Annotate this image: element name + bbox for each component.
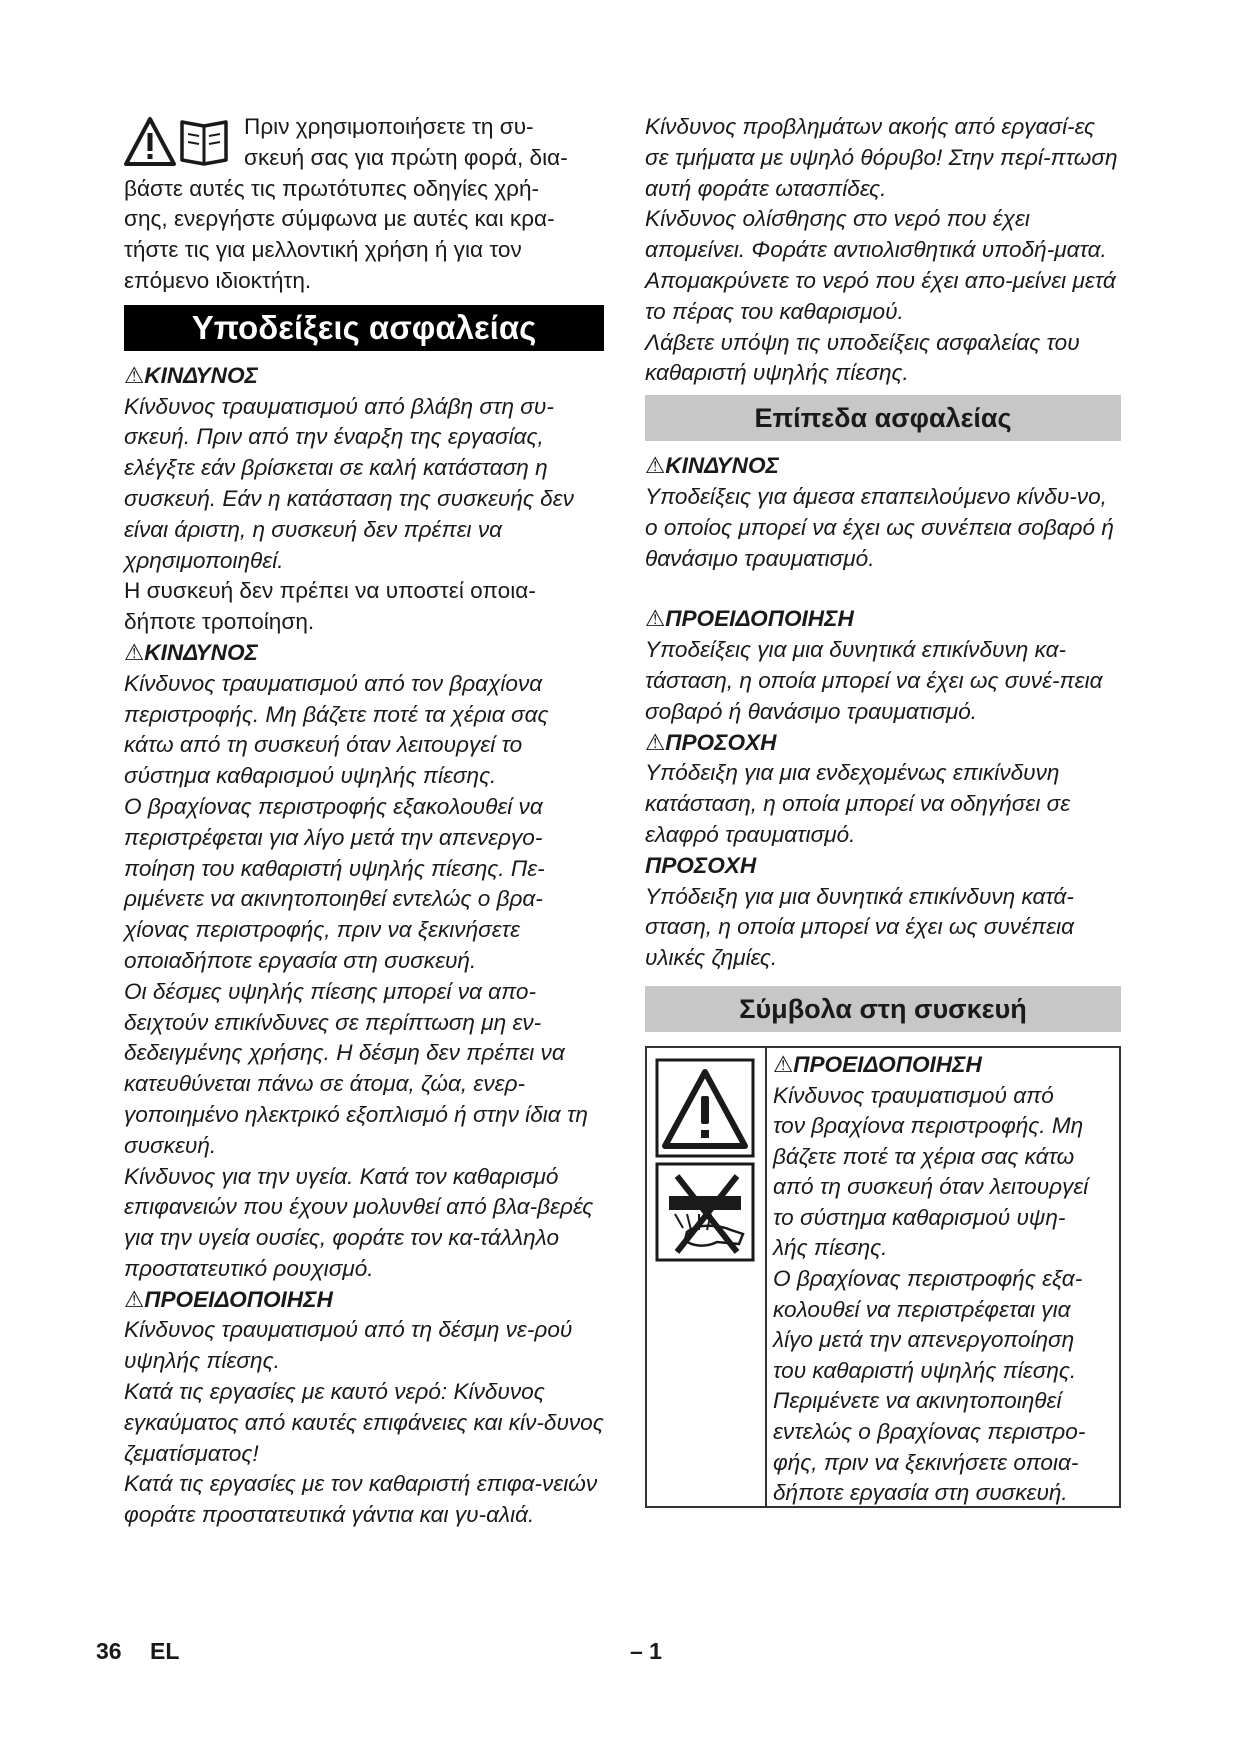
intro-line: επόμενο ιδιοκτήτη. xyxy=(124,267,312,293)
paragraph: Ο βραχίονας περιστροφής εξακολουθεί να περιστρέφεται για λίγο μετά την απενεργο-ποίηση του καθαριστή υψηλής πίεσης. Πε-ριμένετε να ακινητοποιηθεί εντελώς ο βρα-χίονας περιστροφής, πριν να ξεκινήσετε οποιαδήποτε εργασία στη συσκευή. xyxy=(124,793,545,973)
symbols-heading: Σύμβολα στη συσκευή xyxy=(645,986,1121,1032)
paragraph: Υπόδειξη για μια ενδεχομένως επικίνδυνη κατάσταση, η οποία μπορεί να οδηγήσει σε ελαφρό τραυματισμό. xyxy=(645,760,1071,847)
warning-label: ⚠ΠΡΟΕΙΔΟΠΟΙΗΣΗ xyxy=(773,1051,982,1077)
table-line: λής πίεσης. xyxy=(773,1235,888,1261)
intro-block xyxy=(124,112,604,297)
table-line: Ο βραχίονας περιστροφής εξα- xyxy=(773,1266,1083,1292)
table-line: Περιμένετε να ακινητοποιηθεί xyxy=(773,1388,1062,1414)
left-column xyxy=(124,112,604,1531)
intro-line: τήστε τις για μελλοντική χρήση ή για τον xyxy=(124,237,522,263)
table-line: Κίνδυνος τραυματισμού από xyxy=(773,1082,1054,1108)
notice-label: ΠΡΟΣΟΧΗ xyxy=(645,852,757,878)
paragraph: Υπόδειξη για μια δυνητικά επικίνδυνη κατά-σταση, η οποία μπορεί να έχει ως συνέπεια υλικές ζημίες. xyxy=(645,883,1074,971)
table-line: του καθαριστή υψηλής πίεσης. xyxy=(773,1357,1077,1383)
table-line: βάζετε ποτέ τα χέρια σας κάτω xyxy=(773,1143,1075,1169)
paragraph: Η συσκευή δεν πρέπει να υποστεί οποια-δήποτε τροποίηση. xyxy=(124,578,536,635)
warning-label: ⚠ΠΡΟΕΙΔΟΠΟΙΗΣΗ xyxy=(124,1286,333,1312)
intro-line: βάστε αυτές τις πρωτότυπες οδηγίες χρή- xyxy=(124,175,540,201)
intro-line: Πριν χρησιμοποιήσετε τη συ- xyxy=(244,114,534,139)
table-line: λίγο μετά την απενεργοποίηση xyxy=(773,1327,1075,1353)
paragraph: Κίνδυνος ολίσθησης στο νερό που έχει απομείνει. Φοράτε αντιολισθητικά υποδή-ματα. Απομακρύνετε το νερό που έχει απο-μείνει μετά το πέρας του καθαρισμού. xyxy=(645,206,1116,324)
paragraph: Κατά τις εργασίες με τον καθαριστή επιφα-νειών φοράτε προστατευτικά γάντια και γυ-αλιά. xyxy=(124,1471,598,1528)
paragraph: Υποδείξεις για άμεσα επαπειλούμενο κίνδυ-νο, ο οποίος μπορεί να έχει ως συνέπεια σοβαρό ή θανάσιμο τραυματισμό. xyxy=(645,483,1114,571)
table-line: τον βραχίονα περιστροφής. Μη xyxy=(773,1113,1084,1139)
danger-label: ⚠ΚΙΝΔΥΝΟΣ xyxy=(124,362,258,388)
caution-label: ⚠ΠΡΟΣΟΧΗ xyxy=(645,729,777,755)
footer-center-mark: – 1 xyxy=(630,1638,662,1664)
paragraph: Κίνδυνος τραυματισμού από τη δέσμη νε-ρού υψηλής πίεσης. xyxy=(124,1317,573,1374)
language-code: EL xyxy=(150,1638,180,1664)
paragraph: Κίνδυνος για την υγεία. Κατά τον καθαρισμό επιφανειών που έχουν μολυνθεί από βλα-βερές για την υγεία ουσίες, φοράτε τον κα-τάλληλο προστατευτικό ρουχισμό. xyxy=(124,1163,594,1281)
paragraph: Κίνδυνος τραυματισμού από βλάβη στη συ-σκευή. Πριν από την έναρξη της εργασίας, ελέγξτε εάν βρίσκεται σε καλή κατάσταση η συσκευή. Εάν η κατάσταση της συσκευής δεν είναι άριστη, η συσκευή δεν πρέπει να χρησιμοποιηθεί. xyxy=(124,393,574,573)
paragraph: Λάβετε υπόψη τις υποδείξεις ασφαλείας του καθαριστή υψηλής πίεσης. xyxy=(645,329,1080,386)
intro-icons xyxy=(124,116,236,168)
warning-label: ⚠ΠΡΟΕΙΔΟΠΟΙΗΣΗ xyxy=(645,606,854,632)
intro-line: σκευή σας για πρώτη φορά, δια- xyxy=(244,144,568,170)
warning-triangle-icon xyxy=(126,119,174,164)
intro-line: σης, ενεργήστε σύμφωνα με αυτές και κρα- xyxy=(124,206,555,232)
symbols-table xyxy=(645,1046,1121,1508)
table-line: εντελώς ο βραχίονας περιστρο- xyxy=(773,1419,1086,1445)
paragraph: Κατά τις εργασίες με καυτό νερό: Κίνδυνος εγκαύματος από καυτές επιφάνειες και κίν-δυνος ζεματίσματος! xyxy=(124,1379,604,1466)
table-line: από τη συσκευή όταν λειτουργεί xyxy=(773,1174,1089,1200)
warning-triangle-icon xyxy=(657,1060,753,1156)
paragraph: Οι δέσμες υψηλής πίεσης μπορεί να απο-δειχτούν επικίνδυνες σε περίπτωση μη εν-δεδειγμένης χρήσης. Η δέσμη δεν πρέπει να κατευθύνεται πάνω σε άτομα, ζώα, ενερ-γοποιημένο ηλεκτρικό εξοπλισμό ή στην ίδια τη συσκευή. xyxy=(124,978,588,1158)
manual-book-icon xyxy=(182,122,226,164)
table-line: φής, πριν να ξεκινήσετε οποια- xyxy=(773,1449,1079,1475)
paragraph: Κίνδυνος προβλημάτων ακοής από εργασί-ες σε τμήματα με υψηλό θόρυβο! Στην περί-πτωση αυτή φοράτε ωτασπίδες. xyxy=(645,114,1118,201)
no-hands-under-device-icon xyxy=(657,1164,753,1260)
safety-heading: Υποδείξεις ασφαλείας xyxy=(124,305,604,351)
danger-label: ⚠ΚΙΝΔΥΝΟΣ xyxy=(645,453,779,479)
symbols-text-cell xyxy=(769,1048,1119,1509)
levels-heading: Επίπεδα ασφαλείας xyxy=(645,395,1121,441)
table-line: δήποτε εργασία στη συσκευή. xyxy=(773,1480,1068,1506)
danger-label: ⚠ΚΙΝΔΥΝΟΣ xyxy=(124,639,258,665)
page-number: 36 xyxy=(96,1638,122,1664)
table-line: κολουθεί να περιστρέφεται για xyxy=(773,1296,1071,1322)
table-line: το σύστημα καθαρισμού υψη- xyxy=(773,1204,1066,1230)
symbols-icon-cell xyxy=(647,1048,767,1506)
right-column xyxy=(645,112,1121,1508)
paragraph: Υποδείξεις για μια δυνητικά επικίνδυνη κα-τάσταση, η οποία μπορεί να έχει ως συνέ-πεια σοβαρό ή θανάσιμο τραυματισμό. xyxy=(645,637,1103,724)
paragraph: Κίνδυνος τραυματισμού από τον βραχίονα περιστροφής. Μη βάζετε ποτέ τα χέρια σας κάτω από τη συσκευή όταν λειτουργεί το σύστημα καθαρισμού υψηλής πίεσης. xyxy=(124,670,549,789)
